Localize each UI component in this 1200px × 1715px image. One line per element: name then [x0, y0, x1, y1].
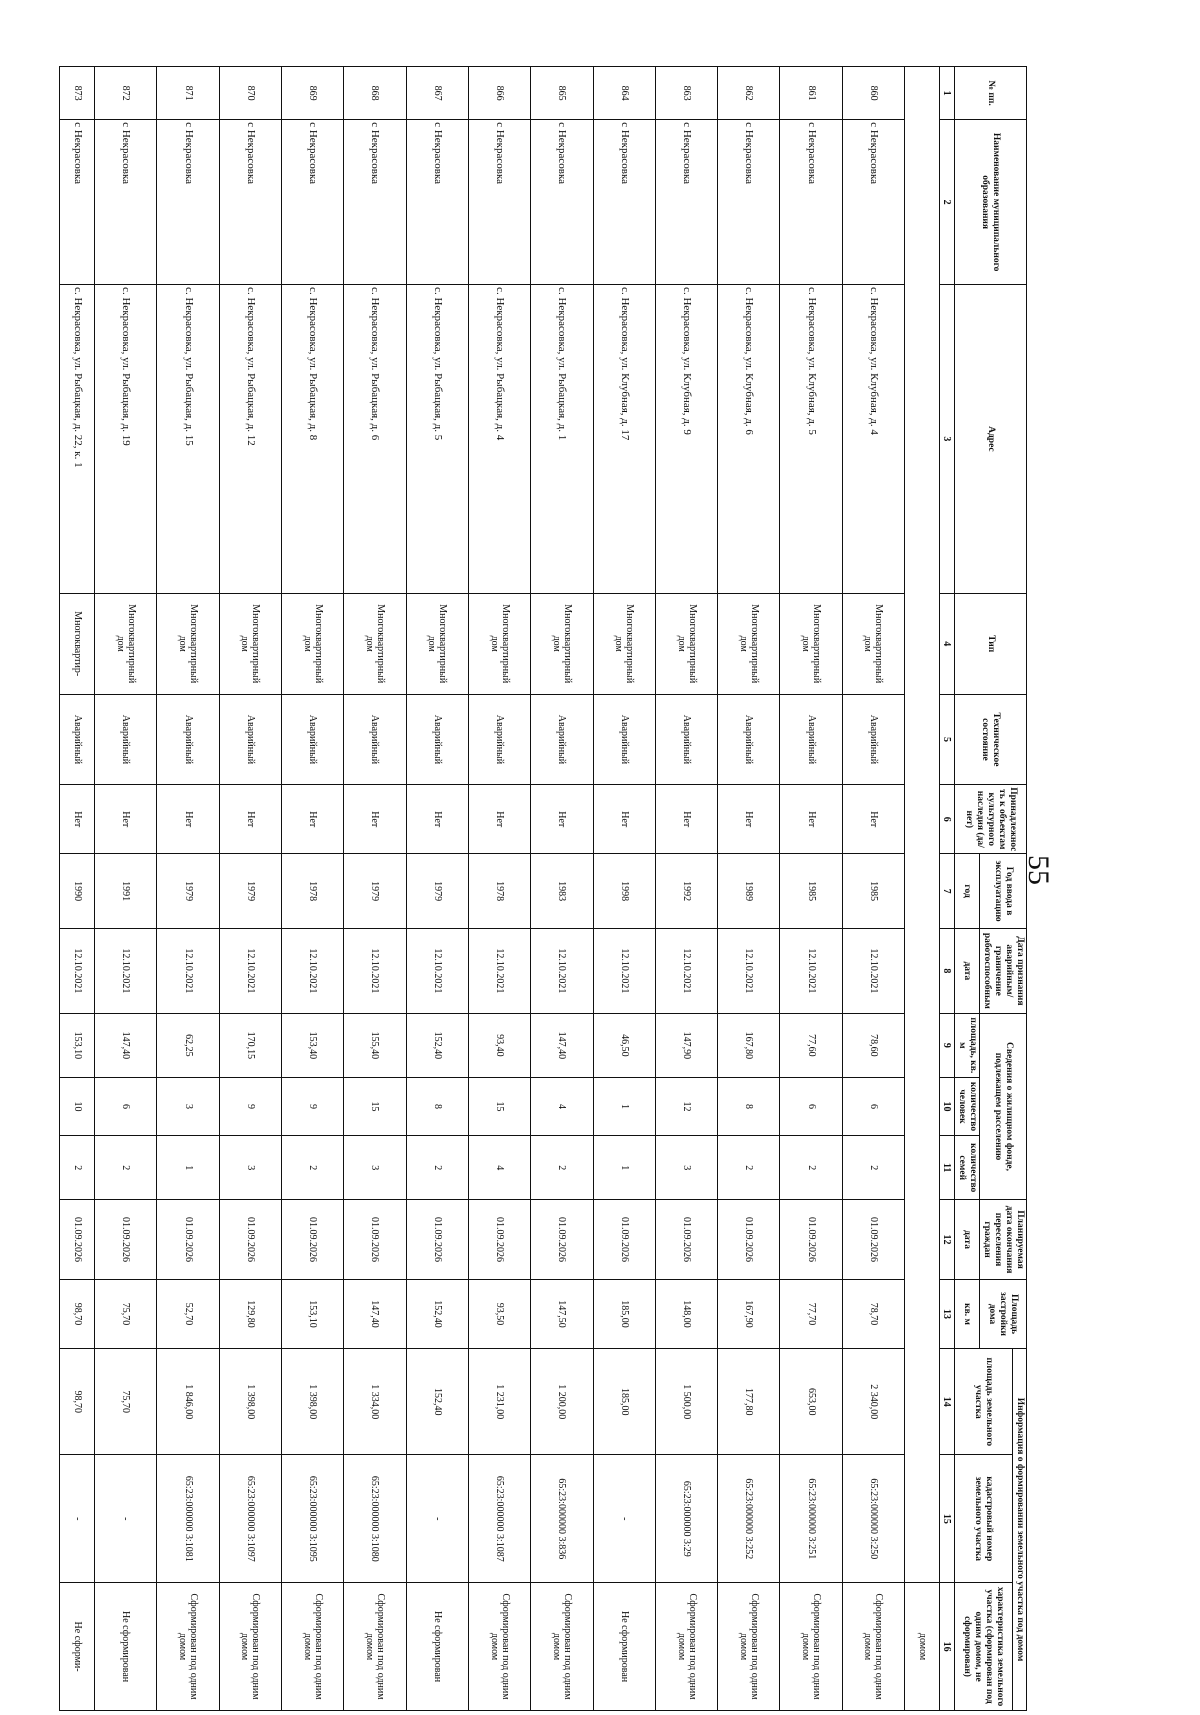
cell-plan-date: 01.09.2026	[406, 1200, 468, 1280]
cell-built-area: 147,50	[531, 1279, 593, 1348]
cell-family-count: 2	[780, 1136, 842, 1200]
cell-tech-state: Аварийный	[281, 694, 343, 784]
header-plan-sub: дата	[955, 1200, 980, 1280]
col-number: 13	[940, 1279, 955, 1348]
cell-row-number: 872	[95, 67, 157, 120]
col-number: 1	[940, 67, 955, 120]
cell-tech-state: Аварийный	[531, 694, 593, 784]
cell-land-area: 98,70	[60, 1349, 95, 1455]
header-area: площадь, кв. м	[955, 1013, 980, 1077]
cell-land-area: 185,00	[593, 1349, 655, 1455]
cell-commission-year: 1978	[281, 854, 343, 928]
cell-row-number: 862	[718, 67, 780, 120]
carry-over-row	[905, 67, 940, 1711]
page-number: 55	[1022, 855, 1055, 885]
table-row	[60, 67, 95, 1711]
cell-cadastre-number: 65:23:000000 3:836	[531, 1455, 593, 1583]
cell-row-number: 869	[281, 67, 343, 120]
cell-building-type: Многоквартирный дом	[718, 593, 780, 694]
col-number: 2	[940, 120, 955, 285]
cell-land-area: 1 231,00	[468, 1349, 530, 1455]
cell-municipality: с Некрасовка	[468, 120, 530, 285]
header-built-sub: кв. м	[955, 1279, 980, 1348]
table-row	[468, 67, 530, 1711]
cell-built-area: 129,80	[219, 1279, 281, 1348]
cell-municipality: с Некрасовка	[780, 120, 842, 285]
cell-municipality: с Некрасовка	[593, 120, 655, 285]
cell-cadastre-number: 65:23:000000 3:1097	[219, 1455, 281, 1583]
cell-family-count: 2	[718, 1136, 780, 1200]
cell-address: с. Некрасовка, ул. Клубная, д. 9	[655, 285, 717, 594]
column-numbers-row	[940, 67, 955, 1711]
cell-cadastre-number: 65:23:000000 3:250	[842, 1455, 904, 1583]
document-page	[71, 66, 1027, 1711]
header-tech-state: Техническое состояние	[955, 694, 1027, 784]
cell-municipality: с Некрасовка	[281, 120, 343, 285]
cell-heritage-flag: Нет	[593, 785, 655, 854]
cell-row-number: 861	[780, 67, 842, 120]
cell-built-area: 78,70	[842, 1279, 904, 1348]
housing-table	[59, 66, 1027, 1711]
cell-emergency-date: 12.10.2021	[406, 928, 468, 1013]
cell-cadastre-number: 65:23:000000 3:29	[655, 1455, 717, 1583]
col-number: 5	[940, 694, 955, 784]
cell-family-count: 2	[531, 1136, 593, 1200]
cell-tech-state: Аварийный	[655, 694, 717, 784]
cell-living-area: 147,90	[655, 1013, 717, 1077]
cell-commission-year: 1990	[60, 854, 95, 928]
cell-tech-state: Аварийный	[593, 694, 655, 784]
cell-commission-year: 1985	[842, 854, 904, 928]
cell-building-type: Многоквартирный дом	[344, 593, 406, 694]
cell-plan-date: 01.09.2026	[468, 1200, 530, 1280]
cell-municipality: с Некрасовка	[157, 120, 219, 285]
cell-tech-state: Аварийный	[468, 694, 530, 784]
cell-plan-date: 01.09.2026	[531, 1200, 593, 1280]
cell-people-count: 3	[157, 1077, 219, 1136]
cell-family-count: 1	[157, 1136, 219, 1200]
cell-plan-date: 01.09.2026	[655, 1200, 717, 1280]
cell-commission-year: 1979	[157, 854, 219, 928]
table-row	[281, 67, 343, 1711]
cell-tech-state: Аварийный	[157, 694, 219, 784]
header-address: Адрес	[955, 285, 1027, 594]
cell-emergency-date: 12.10.2021	[780, 928, 842, 1013]
cell-land-characteristic: Сформирован под одним домом	[157, 1583, 219, 1711]
cell-land-area: 2 340,00	[842, 1349, 904, 1455]
table-row	[531, 67, 593, 1711]
cell-commission-year: 1991	[95, 854, 157, 928]
cell-commission-year: 1979	[406, 854, 468, 928]
header-built-area: Площадь застройки дома	[980, 1279, 1027, 1348]
cell-built-area: 98,70	[60, 1279, 95, 1348]
cell-building-type: Многоквартирный дом	[842, 593, 904, 694]
cell-tech-state: Аварийный	[60, 694, 95, 784]
cell-people-count: 6	[842, 1077, 904, 1136]
col-number: 9	[940, 1013, 955, 1077]
cell-building-type: Многоквартирный дом	[531, 593, 593, 694]
cell-heritage-flag: Нет	[842, 785, 904, 854]
cell-living-area: 77,60	[780, 1013, 842, 1077]
table-header	[955, 67, 1027, 1711]
header-families: количество семей	[955, 1136, 980, 1200]
cell-building-type: Многоквартирный дом	[157, 593, 219, 694]
col-number: 12	[940, 1200, 955, 1280]
cell-living-area: 78,60	[842, 1013, 904, 1077]
cell-municipality: с Некрасовка	[718, 120, 780, 285]
cell-built-area: 152,40	[406, 1279, 468, 1348]
cell-land-area: 75,70	[95, 1349, 157, 1455]
cell-heritage-flag: Нет	[281, 785, 343, 854]
cell-address: с. Некрасовка, ул. Рыбацкая, д. 19	[95, 285, 157, 594]
cell-built-area: 148,00	[655, 1279, 717, 1348]
cell-emergency-date: 12.10.2021	[281, 928, 343, 1013]
cell-emergency-date: 12.10.2021	[344, 928, 406, 1013]
cell-municipality: с Некрасовка	[406, 120, 468, 285]
cell-family-count: 3	[655, 1136, 717, 1200]
cell-cadastre-number: 65:23:000000 3:1087	[468, 1455, 530, 1583]
cell-heritage-flag: Нет	[655, 785, 717, 854]
cell-address: с. Некрасовка, ул. Клубная, д. 4	[842, 285, 904, 594]
col-number: 3	[940, 285, 955, 594]
cell-building-type: Многоквартирный дом	[281, 593, 343, 694]
cell-tech-state: Аварийный	[344, 694, 406, 784]
cell-emergency-date: 12.10.2021	[219, 928, 281, 1013]
cell-municipality: с Некрасовка	[842, 120, 904, 285]
cell-family-count: 2	[406, 1136, 468, 1200]
cell-plan-date: 01.09.2026	[593, 1200, 655, 1280]
cell-plan-date: 01.09.2026	[780, 1200, 842, 1280]
cell-land-area: 1 846,00	[157, 1349, 219, 1455]
cell-emergency-date: 12.10.2021	[531, 928, 593, 1013]
cell-cadastre-number: -	[60, 1455, 95, 1583]
col-number: 10	[940, 1077, 955, 1136]
cell-emergency-date: 12.10.2021	[468, 928, 530, 1013]
cell-plan-date: 01.09.2026	[842, 1200, 904, 1280]
header-land-info: Информация о формировании земельного участка под домом	[1013, 1349, 1027, 1711]
cell-people-count: 1	[593, 1077, 655, 1136]
header-people: количество человек	[955, 1077, 980, 1136]
cell-row-number: 871	[157, 67, 219, 120]
cell-built-area: 77,70	[780, 1279, 842, 1348]
cell-row-number: 865	[531, 67, 593, 120]
cell-emergency-date: 12.10.2021	[655, 928, 717, 1013]
cell-built-area: 75,70	[95, 1279, 157, 1348]
cell-municipality: с Некрасовка	[219, 120, 281, 285]
header-municipality: Наименование муниципального образования	[955, 120, 1027, 285]
table-row	[655, 67, 717, 1711]
carry-over-empty	[905, 67, 940, 1583]
cell-emergency-date: 12.10.2021	[95, 928, 157, 1013]
cell-municipality: с Некрасовка	[95, 120, 157, 285]
cell-plan-date: 01.09.2026	[60, 1200, 95, 1280]
cell-land-area: 1 500,00	[655, 1349, 717, 1455]
cell-family-count: 3	[344, 1136, 406, 1200]
header-land-char: характеристика земельного участка (сформирован под одним домом, не сформирован)	[955, 1583, 1013, 1711]
cell-emergency-date: 12.10.2021	[842, 928, 904, 1013]
cell-commission-year: 1983	[531, 854, 593, 928]
cell-land-area: 1 398,00	[281, 1349, 343, 1455]
cell-people-count: 8	[406, 1077, 468, 1136]
cell-people-count: 9	[219, 1077, 281, 1136]
col-number: 8	[940, 928, 955, 1013]
cell-plan-date: 01.09.2026	[219, 1200, 281, 1280]
header-number: № пп.	[955, 67, 1027, 120]
header-emergency-date: Дата признания аварийным/граничение работоспособным	[980, 928, 1027, 1013]
cell-family-count: 2	[281, 1136, 343, 1200]
cell-commission-year: 1985	[780, 854, 842, 928]
cell-address: с. Некрасовка, ул. Рыбацкая, д. 8	[281, 285, 343, 594]
cell-built-area: 147,40	[344, 1279, 406, 1348]
cell-living-area: 153,10	[60, 1013, 95, 1077]
cell-heritage-flag: Нет	[531, 785, 593, 854]
cell-row-number: 863	[655, 67, 717, 120]
cell-land-characteristic: Сформирован под одним домом	[219, 1583, 281, 1711]
cell-family-count: 4	[468, 1136, 530, 1200]
cell-heritage-flag: Нет	[780, 785, 842, 854]
header-heritage: Принадлежность к объектам культурного наследия (да/нет)	[955, 785, 1027, 854]
cell-heritage-flag: Нет	[219, 785, 281, 854]
cell-land-area: 152,40	[406, 1349, 468, 1455]
cell-cadastre-number: 65:23:000000 3:251	[780, 1455, 842, 1583]
cell-address: с. Некрасовка, ул. Клубная, д. 5	[780, 285, 842, 594]
cell-family-count: 2	[60, 1136, 95, 1200]
cell-address: с. Некрасовка, ул. Рыбацкая, д. 4	[468, 285, 530, 594]
cell-built-area: 185,00	[593, 1279, 655, 1348]
table-row	[593, 67, 655, 1711]
cell-family-count: 2	[95, 1136, 157, 1200]
cell-land-characteristic: Не сформирован	[406, 1583, 468, 1711]
cell-living-area: 147,40	[531, 1013, 593, 1077]
header-housing-fund: Сведения о жилищном фонде, подлежащем расселению	[980, 1013, 1027, 1199]
cell-land-area: 1 334,00	[344, 1349, 406, 1455]
cell-people-count: 8	[718, 1077, 780, 1136]
cell-tech-state: Аварийный	[842, 694, 904, 784]
cell-heritage-flag: Нет	[406, 785, 468, 854]
table-body	[60, 67, 955, 1711]
cell-municipality: с Некрасовка	[655, 120, 717, 285]
cell-heritage-flag: Нет	[157, 785, 219, 854]
cell-people-count: 15	[344, 1077, 406, 1136]
cell-commission-year: 1979	[344, 854, 406, 928]
cell-tech-state: Аварийный	[95, 694, 157, 784]
cell-row-number: 866	[468, 67, 530, 120]
cell-people-count: 12	[655, 1077, 717, 1136]
cell-living-area: 167,80	[718, 1013, 780, 1077]
cell-address: с. Некрасовка, ул. Клубная, д. 17	[593, 285, 655, 594]
cell-building-type: Многоквартирный дом	[780, 593, 842, 694]
table-row	[842, 67, 904, 1711]
cell-commission-year: 1979	[219, 854, 281, 928]
cell-plan-date: 01.09.2026	[95, 1200, 157, 1280]
cell-cadastre-number: -	[406, 1455, 468, 1583]
cell-living-area: 155,40	[344, 1013, 406, 1077]
cell-plan-date: 01.09.2026	[718, 1200, 780, 1280]
cell-land-characteristic: Сформирован под одним домом	[531, 1583, 593, 1711]
col-number: 16	[940, 1583, 955, 1711]
cell-address: с. Некрасовка, ул. Рыбацкая, д. 6	[344, 285, 406, 594]
col-number: 11	[940, 1136, 955, 1200]
cell-row-number: 867	[406, 67, 468, 120]
cell-emergency-date: 12.10.2021	[60, 928, 95, 1013]
cell-building-type: Многоквартирный дом	[655, 593, 717, 694]
cell-land-area: 1 398,00	[219, 1349, 281, 1455]
header-year-sub: год	[955, 854, 980, 928]
cell-living-area: 153,40	[281, 1013, 343, 1077]
cell-cadastre-number: -	[593, 1455, 655, 1583]
cell-land-characteristic: Не сформирован	[95, 1583, 157, 1711]
table-row	[406, 67, 468, 1711]
cell-tech-state: Аварийный	[780, 694, 842, 784]
cell-living-area: 170,15	[219, 1013, 281, 1077]
cell-row-number: 868	[344, 67, 406, 120]
cell-living-area: 93,40	[468, 1013, 530, 1077]
cell-row-number: 864	[593, 67, 655, 120]
cell-address: с. Некрасовка, ул. Рыбацкая, д. 22, к. 1	[60, 285, 95, 594]
cell-people-count: 10	[60, 1077, 95, 1136]
cell-building-type: Многоквартирный дом	[219, 593, 281, 694]
table-row	[219, 67, 281, 1711]
table-row	[157, 67, 219, 1711]
header-year: Год ввода в эксплуатацию	[980, 854, 1027, 928]
cell-people-count: 6	[780, 1077, 842, 1136]
cell-living-area: 147,40	[95, 1013, 157, 1077]
cell-emergency-date: 12.10.2021	[157, 928, 219, 1013]
col-number: 6	[940, 785, 955, 854]
cell-address: с. Некрасовка, ул. Рыбацкая, д. 15	[157, 285, 219, 594]
cell-plan-date: 01.09.2026	[281, 1200, 343, 1280]
cell-people-count: 9	[281, 1077, 343, 1136]
cell-plan-date: 01.09.2026	[344, 1200, 406, 1280]
cell-land-characteristic: Не сформирован	[593, 1583, 655, 1711]
col-number: 4	[940, 593, 955, 694]
cell-municipality: с Некрасовка	[531, 120, 593, 285]
col-number: 15	[940, 1455, 955, 1583]
table-row	[718, 67, 780, 1711]
cell-built-area: 153,10	[281, 1279, 343, 1348]
cell-tech-state: Аварийный	[718, 694, 780, 784]
cell-family-count: 2	[842, 1136, 904, 1200]
cell-commission-year: 1998	[593, 854, 655, 928]
cell-heritage-flag: Нет	[718, 785, 780, 854]
cell-land-area: 1 200,00	[531, 1349, 593, 1455]
cell-building-type: Многоквартирный дом	[468, 593, 530, 694]
cell-land-characteristic: Не сформи-	[60, 1583, 95, 1711]
cell-people-count: 15	[468, 1077, 530, 1136]
cell-address: с. Некрасовка, ул. Клубная, д. 6	[718, 285, 780, 594]
cell-emergency-date: 12.10.2021	[718, 928, 780, 1013]
table-row	[95, 67, 157, 1711]
cell-land-area: 177,80	[718, 1349, 780, 1455]
header-land-area: площадь земельного участка	[955, 1349, 1013, 1455]
table-row	[780, 67, 842, 1711]
header-type: Тип	[955, 593, 1027, 694]
cell-building-type: Многоквартирный дом	[95, 593, 157, 694]
cell-family-count: 3	[219, 1136, 281, 1200]
cell-commission-year: 1978	[468, 854, 530, 928]
cell-heritage-flag: Нет	[95, 785, 157, 854]
table-row	[344, 67, 406, 1711]
cell-municipality: с Некрасовка	[60, 120, 95, 285]
header-plan-date: Планируемая дата окончания переселения граждан	[980, 1200, 1027, 1280]
cell-people-count: 6	[95, 1077, 157, 1136]
cell-land-characteristic: Сформирован под одним домом	[655, 1583, 717, 1711]
cell-living-area: 152,40	[406, 1013, 468, 1077]
cell-plan-date: 01.09.2026	[157, 1200, 219, 1280]
cell-cadastre-number: 65:23:000000 3:252	[718, 1455, 780, 1583]
cell-municipality: с Некрасовка	[344, 120, 406, 285]
cell-land-characteristic: Сформирован под одним домом	[281, 1583, 343, 1711]
cell-land-characteristic: Сформирован под одним домом	[468, 1583, 530, 1711]
cell-building-type: Многоквартирный дом	[406, 593, 468, 694]
cell-built-area: 167,90	[718, 1279, 780, 1348]
cell-commission-year: 1989	[718, 854, 780, 928]
cell-building-type: Многоквартирный дом	[593, 593, 655, 694]
cell-land-characteristic: Сформирован под одним домом	[780, 1583, 842, 1711]
cell-land-area: 653,00	[780, 1349, 842, 1455]
cell-cadastre-number: -	[95, 1455, 157, 1583]
cell-land-characteristic: Сформирован под одним домом	[718, 1583, 780, 1711]
cell-address: с. Некрасовка, ул. Рыбацкая, д. 1	[531, 285, 593, 594]
cell-family-count: 1	[593, 1136, 655, 1200]
cell-people-count: 4	[531, 1077, 593, 1136]
cell-row-number: 870	[219, 67, 281, 120]
cell-cadastre-number: 65:23:000000 3:1095	[281, 1455, 343, 1583]
col-number: 7	[940, 854, 955, 928]
carry-over-text: домом	[905, 1583, 940, 1711]
cell-building-type: Многоквартир-	[60, 593, 95, 694]
cell-cadastre-number: 65:23:000000 3:1080	[344, 1455, 406, 1583]
cell-living-area: 46,50	[593, 1013, 655, 1077]
cell-row-number: 873	[60, 67, 95, 120]
header-date-sub: дата	[955, 928, 980, 1013]
col-number: 14	[940, 1349, 955, 1455]
cell-address: с. Некрасовка, ул. Рыбацкая, д. 12	[219, 285, 281, 594]
cell-heritage-flag: Нет	[60, 785, 95, 854]
cell-heritage-flag: Нет	[344, 785, 406, 854]
cell-commission-year: 1992	[655, 854, 717, 928]
cell-row-number: 860	[842, 67, 904, 120]
cell-land-characteristic: Сформирован под одним домом	[842, 1583, 904, 1711]
cell-built-area: 52,70	[157, 1279, 219, 1348]
cell-tech-state: Аварийный	[406, 694, 468, 784]
header-cadastre: кадастровый номер земельного участка	[955, 1455, 1013, 1583]
cell-built-area: 93,50	[468, 1279, 530, 1348]
cell-tech-state: Аварийный	[219, 694, 281, 784]
cell-emergency-date: 12.10.2021	[593, 928, 655, 1013]
cell-cadastre-number: 65:23:000000 3:1081	[157, 1455, 219, 1583]
cell-living-area: 62,25	[157, 1013, 219, 1077]
cell-heritage-flag: Нет	[468, 785, 530, 854]
cell-land-characteristic: Сформирован под одним домом	[344, 1583, 406, 1711]
rotated-table-container	[71, 66, 1027, 1711]
cell-address: с. Некрасовка, ул. Рыбацкая, д. 5	[406, 285, 468, 594]
